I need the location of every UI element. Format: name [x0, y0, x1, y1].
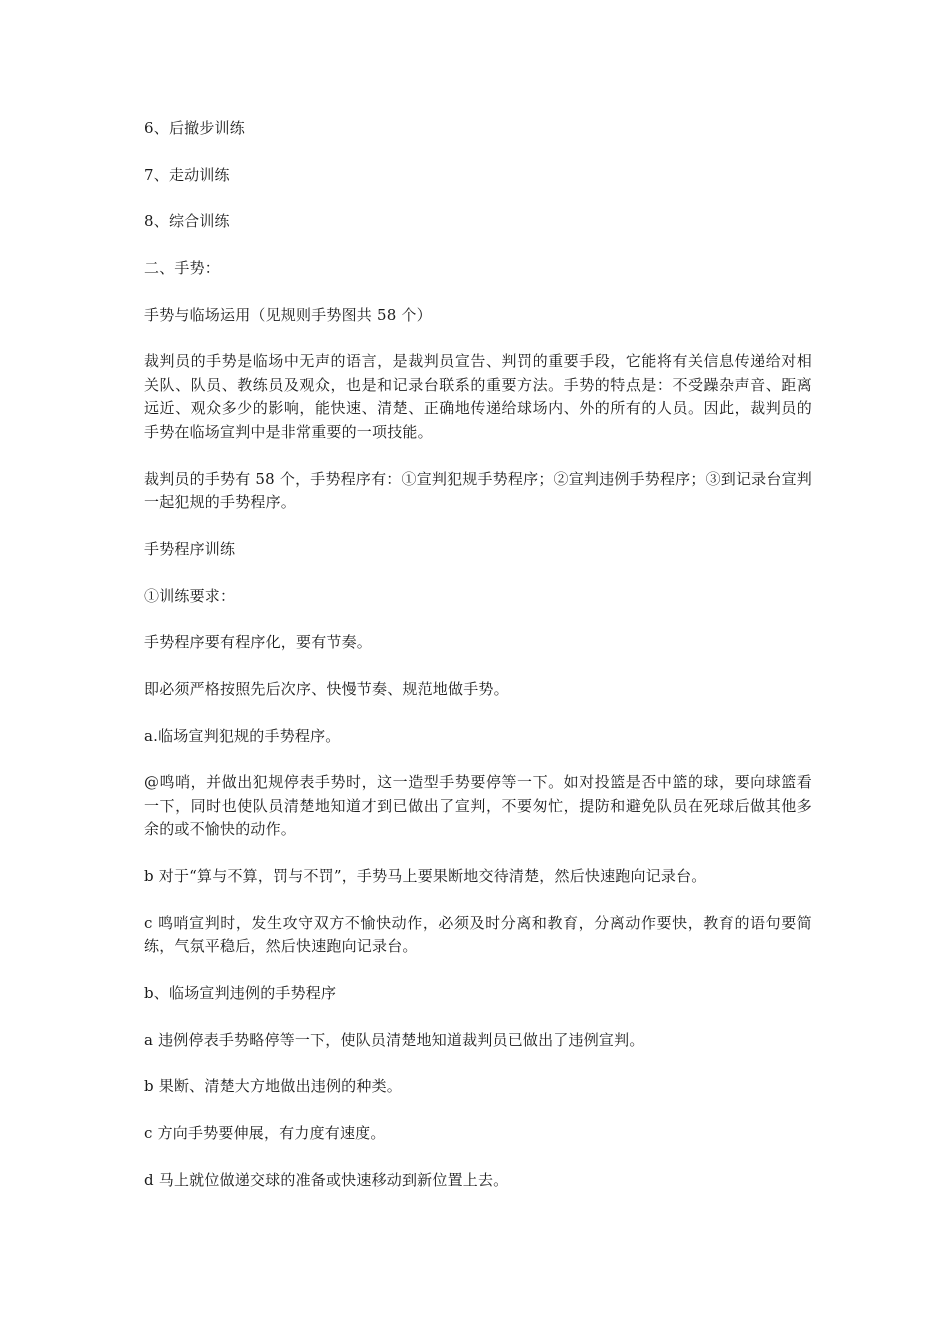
- violation-procedure-step-d: d 马上就位做递交球的准备或快速移动到新位置上去。: [144, 1170, 509, 1189]
- foul-procedure-step-c: c 鸣哨宣判时，发生攻守双方不愉快动作，必须及时分离和教育，分离动作要快，教育的语句要简练，气氛平稳后，然后快速跑向记录台。: [144, 913, 812, 956]
- section-heading-gestures: 二、手势：: [144, 259, 221, 278]
- list-item-walking-training: 7、走动训练: [144, 165, 230, 184]
- gestures-description-paragraph: 裁判员的手势是临场中无声的语言，是裁判员宣告、判罚的重要手段，它能将有关信息传递给对相关队、队员、教练员及观众，也是和记录台联系的重要方法。手势的特点是：不受躁杂声音、距离远近、观众多少的影响，能快速、清楚、正确地传递给球场内、外的所有的人员。因此，裁判员的手势在临场宣判中是非常重要的一项技能。: [144, 352, 812, 441]
- requirement-line-2: 即必须严格按照先后次序、快慢节奏、规范地做手势。: [144, 679, 509, 698]
- list-item-backstep-training: 6、后撤步训练: [144, 119, 245, 137]
- foul-procedure-step-a: @鸣哨，并做出犯规停表手势时，这一造型手势要停等一下。如对投篮是否中篮的球，要向球篮看一下，同时也使队员清楚地知道才到已做出了宣判，不要匆忙，提防和避免队员在死球后做其他多余的或不愉快的动作。: [144, 773, 812, 839]
- violation-procedure-step-c: c 方向手势要伸展，有力度有速度。: [144, 1123, 386, 1142]
- gesture-procedures-paragraph: 裁判员的手势有 58 个，手势程序有：①宣判犯规手势程序；②宣判违例手势程序；③到记录台宣判一起犯规的手势程序。: [144, 469, 812, 512]
- training-requirements-heading: ①训练要求：: [144, 586, 236, 605]
- list-item-comprehensive-training: 8、综合训练: [144, 212, 230, 231]
- violation-procedure-step-a: a 违例停表手势略停等一下，使队员清楚地知道裁判员已做出了违例宣判。: [144, 1030, 645, 1049]
- violation-procedure-heading: b、临场宣判违例的手势程序: [144, 983, 337, 1002]
- gesture-procedure-training-heading: 手势程序训练: [144, 539, 236, 558]
- violation-procedure-step-b: b 果断、清楚大方地做出违例的种类。: [144, 1077, 402, 1096]
- requirement-line-1: 手势程序要有程序化，要有节奏。: [144, 633, 373, 652]
- document-body: [144, 117, 812, 1215]
- gestures-usage-line: 手势与临场运用（见规则手势图共 58 个）: [144, 305, 432, 324]
- foul-procedure-step-b: b 对于“算与不算，罚与不罚”，手势马上要果断地交待清楚，然后快速跑向记录台。: [144, 866, 707, 885]
- foul-procedure-heading: a.临场宣判犯规的手势程序。: [144, 726, 341, 745]
